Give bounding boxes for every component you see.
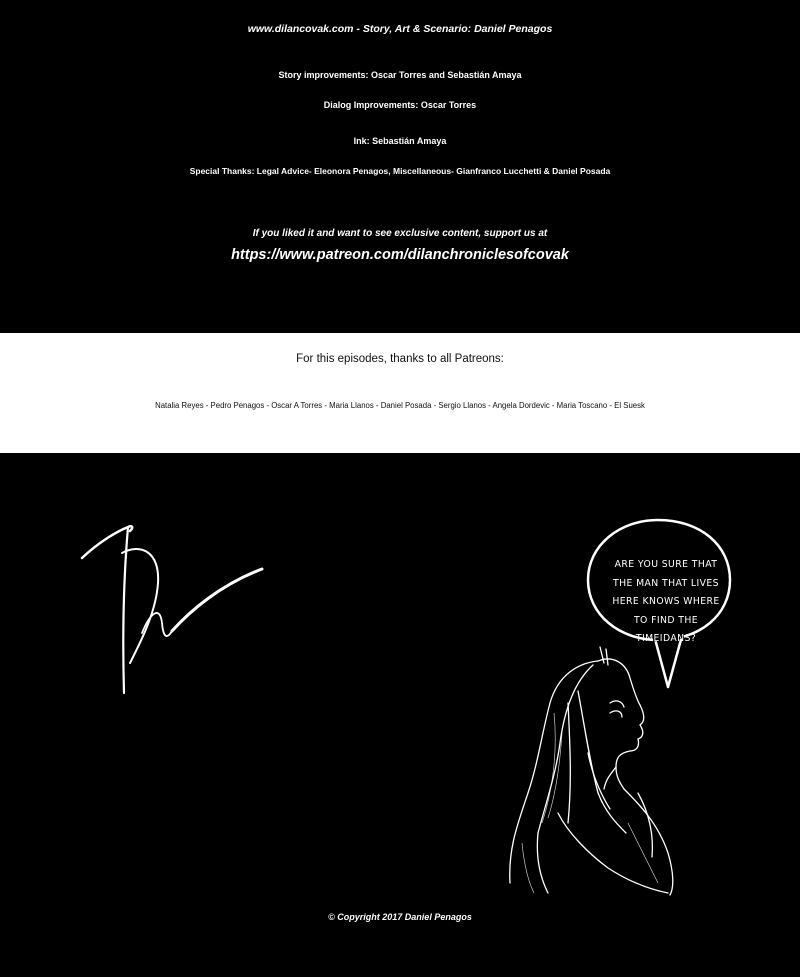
ink-credit: Ink: Sebastián Amaya bbox=[353, 136, 447, 146]
patreons-list: Natalia Reyes - Pedro Penagos - Oscar A Torres - Maria Llanos - Daniel Posada - Sergio Llanos - Angela Dordevic - Maria Toscano - El Suesk bbox=[155, 401, 645, 410]
credits-section bbox=[0, 0, 800, 333]
signature-image bbox=[70, 513, 270, 703]
comic-panel bbox=[0, 453, 800, 977]
speech-line: TIMEIDANS? bbox=[635, 633, 697, 644]
copyright-text: © Copyright 2017 Daniel Penagos bbox=[328, 912, 472, 922]
support-text: If you liked it and want to see exclusive content, support us at bbox=[252, 228, 548, 239]
speech-line: HERE KNOWS WHERE bbox=[612, 596, 720, 607]
patreons-section bbox=[0, 333, 800, 453]
speech-line: TO FIND THE bbox=[633, 614, 699, 626]
patreons-title: For this episodes, thanks to all Patreons: bbox=[296, 353, 504, 365]
story-credit: Story improvements: Oscar Torres and Sebastián Amaya bbox=[278, 70, 522, 80]
patreon-link[interactable]: https://www.patreon.com/dilanchroniclesofcovak bbox=[231, 247, 569, 263]
speech-line: ARE YOU SURE THAT bbox=[614, 559, 718, 570]
credits-header: www.dilancovak.com - Story, Art & Scenario: Daniel Penagos bbox=[247, 23, 553, 35]
dialog-credit: Dialog Improvements: Oscar Torres bbox=[323, 100, 477, 110]
speech-bubble-text bbox=[598, 556, 734, 649]
character-sketch bbox=[498, 643, 708, 903]
speech-line: THE MAN THAT LIVES bbox=[613, 577, 719, 589]
special-thanks: Special Thanks: Legal Advice- Eleonora Penagos, Miscellaneous- Gianfranco Lucchetti & Daniel Posada bbox=[189, 166, 611, 176]
